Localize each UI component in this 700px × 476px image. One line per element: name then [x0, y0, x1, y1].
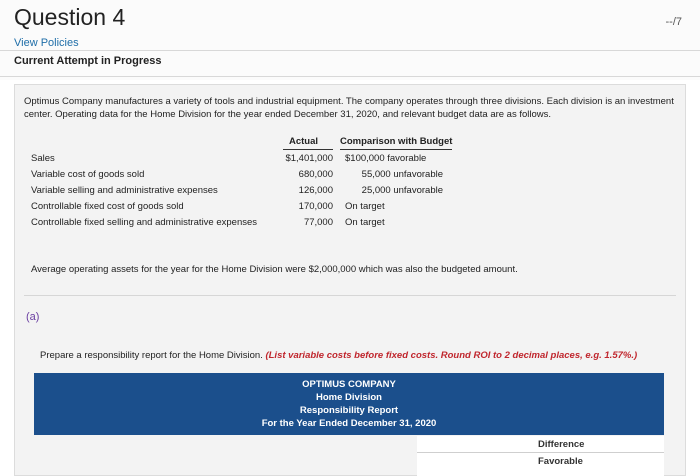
- row-label: Variable cost of goods sold: [31, 169, 145, 180]
- difference-divider: [417, 452, 664, 453]
- row-label: Controllable fixed cost of goods sold: [31, 201, 184, 212]
- operating-data-table: [31, 136, 471, 236]
- row-comparison: $100,000 favorable: [345, 153, 427, 164]
- attempt-status: Current Attempt in Progress: [14, 55, 162, 67]
- row-comparison: On target: [345, 201, 385, 212]
- report-title: Responsibility Report: [299, 405, 399, 416]
- row-actual: 77,000: [303, 217, 333, 228]
- row-actual: 680,000: [298, 169, 333, 180]
- row-label: Controllable fixed selling and administrative expenses: [31, 217, 258, 228]
- row-comparison: On target: [345, 217, 385, 228]
- difference-label: Difference: [538, 439, 585, 450]
- row-label: Sales: [31, 153, 55, 164]
- problem-intro: Optimus Company manufactures a variety of tools and industrial equipment. The company operates through three divisions. Each division is an investment center. Operating data for the Home Division for the year ended December 31, 2020, and relevant budget data are as follows.: [24, 96, 674, 120]
- row-comparison: 55,000 unfavorable: [361, 169, 443, 180]
- average-assets-text: Average operating assets for the year for the Home Division were $2,000,000 which was also the budgeted amount.: [31, 264, 518, 275]
- row-actual: 170,000: [298, 201, 333, 212]
- divider: [0, 76, 700, 77]
- report-period: For the Year Ended December 31, 2020: [261, 418, 437, 429]
- divider: [0, 50, 700, 51]
- report-header-banner: [34, 373, 664, 435]
- divider: [24, 295, 676, 296]
- row-actual: 126,000: [298, 185, 333, 196]
- question-title: Question 4: [14, 4, 126, 30]
- part-a-label: (a): [26, 311, 40, 323]
- instruction-text: Prepare a responsibility report for the Home Division.: [40, 350, 263, 361]
- column-header-comparison: Comparison with Budget: [340, 136, 453, 147]
- row-label: Variable selling and administrative expenses: [31, 185, 218, 196]
- part-a-instruction: [40, 350, 637, 361]
- instruction-note: (List variable costs before fixed costs. Round ROI to 2 decimal places, e.g. 1.57%.): [265, 350, 638, 361]
- header-underline: [283, 149, 333, 150]
- question-score: --/7: [665, 16, 682, 28]
- report-company: OPTIMUS COMPANY: [302, 379, 396, 390]
- row-comparison: 25,000 unfavorable: [361, 185, 443, 196]
- favorable-label: Favorable: [538, 456, 583, 467]
- report-division: Home Division: [316, 392, 382, 403]
- row-actual: $1,401,000: [285, 153, 333, 164]
- header-underline: [340, 149, 452, 150]
- column-header-actual: Actual: [289, 136, 319, 147]
- view-policies-link[interactable]: View Policies: [14, 37, 79, 49]
